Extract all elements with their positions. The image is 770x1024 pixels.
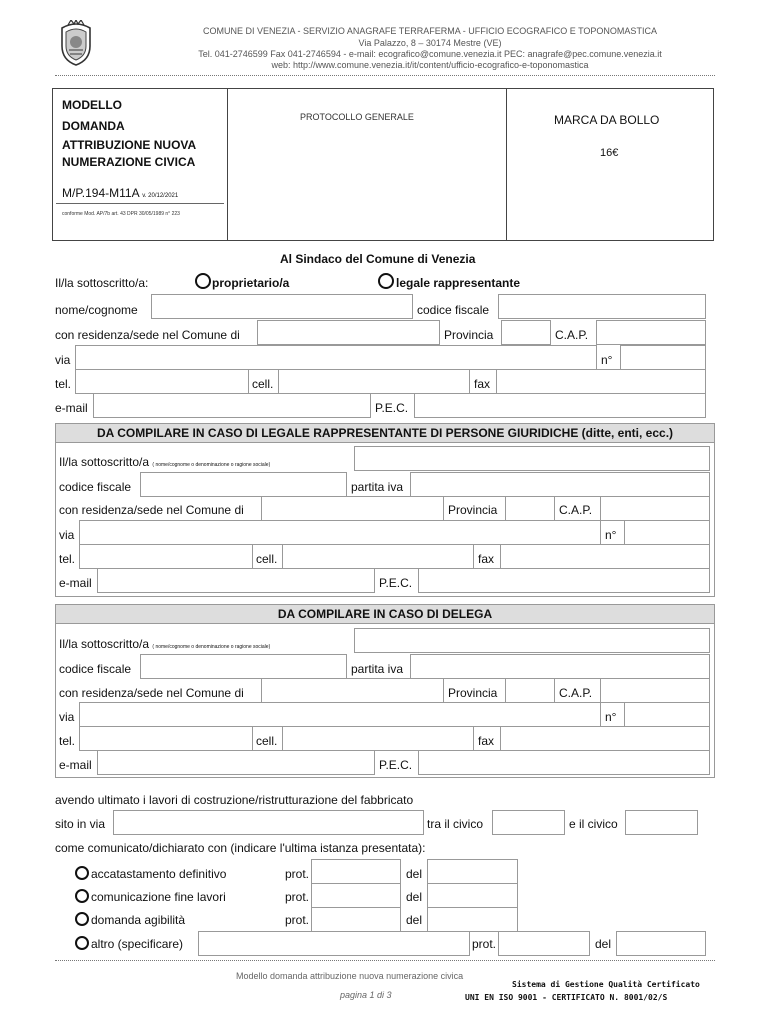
- legale-fax-label: fax: [478, 552, 495, 566]
- altro-label: altro (specificare): [91, 937, 184, 951]
- tel-label: tel.: [55, 377, 72, 391]
- agibilita-del-field[interactable]: [427, 907, 518, 932]
- legale-sottoscritto-label: [59, 455, 270, 472]
- form-code: [62, 186, 178, 203]
- agibilita-prot-label: prot.: [285, 913, 310, 927]
- fine-lavori-label: comunicazione fine lavori: [91, 890, 226, 904]
- legale-codice-fiscale-label: codice fiscale: [59, 480, 132, 494]
- section-legale-title: DA COMPILARE IN CASO DI LEGALE RAPPRESENTANTE DI PERSONE GIURIDICHE (ditte, enti, ecc.): [55, 423, 715, 443]
- codice-fiscale-field[interactable]: [498, 294, 706, 319]
- delega-fax-field[interactable]: [500, 726, 710, 751]
- altro-del-field[interactable]: [616, 931, 706, 956]
- delega-cap-field[interactable]: [600, 678, 710, 703]
- footer-model: Modello domanda attribuzione nuova numerazione civica: [236, 971, 464, 981]
- via-label: via: [55, 353, 71, 367]
- legale-sottoscritto-text: Il/la sottoscritto/a: [59, 455, 150, 469]
- nome-field[interactable]: [151, 294, 413, 319]
- section-delega-title: DA COMPILARE IN CASO DI DELEGA: [55, 604, 715, 624]
- accatastamento-label: accatastamento definitivo: [91, 867, 227, 881]
- tra-civico-label: tra il civico: [427, 817, 484, 831]
- fax-label: fax: [474, 377, 491, 391]
- delega-cap-label: C.A.P.: [559, 686, 593, 700]
- legale-partita-iva-field[interactable]: [410, 472, 710, 497]
- form-code-value: M/P.194-M11A: [62, 186, 139, 200]
- fine-lavori-radio[interactable]: [75, 889, 89, 903]
- legale-email-label: e-mail: [59, 576, 92, 590]
- form-title-line-3: ATTRIBUZIONE NUOVA: [62, 138, 197, 152]
- header-divider: [55, 75, 715, 76]
- agibilita-prot-field[interactable]: [311, 907, 401, 932]
- cap-label: C.A.P.: [555, 328, 589, 342]
- cell-label: cell.: [252, 377, 274, 391]
- form-version: v. 20/12/2021: [142, 193, 179, 199]
- comunicato-text: come comunicato/dichiarato con (indicare l'ultima istanza presentata):: [55, 841, 426, 855]
- delega-via-field[interactable]: [79, 702, 601, 727]
- legale-numero-field[interactable]: [624, 520, 710, 545]
- legale-label: legale rappresentante: [396, 276, 521, 290]
- tel-field[interactable]: [75, 369, 249, 394]
- delega-tel-field[interactable]: [79, 726, 253, 751]
- accatastamento-del-field[interactable]: [427, 859, 518, 884]
- delega-codice-fiscale-field[interactable]: [140, 654, 347, 679]
- legale-sottoscritto-field[interactable]: [354, 446, 710, 471]
- legale-fax-field[interactable]: [500, 544, 710, 569]
- fax-field[interactable]: [496, 369, 706, 394]
- avendo-text: avendo ultimato i lavori di costruzione/ristrutturazione del fabbricato: [55, 793, 414, 807]
- form-info-divider-2: [506, 88, 507, 241]
- provincia-field[interactable]: [501, 320, 551, 345]
- e-civico-label: e il civico: [569, 817, 618, 831]
- email-field[interactable]: [93, 393, 371, 418]
- delega-fax-label: fax: [478, 734, 495, 748]
- residenza-field[interactable]: [257, 320, 440, 345]
- residenza-label: con residenza/sede nel Comune di: [55, 328, 240, 342]
- delega-pec-label: P.E.C.: [379, 758, 413, 772]
- altro-radio[interactable]: [75, 936, 89, 950]
- agibilita-label: domanda agibilità: [91, 913, 186, 927]
- delega-numero-label: n°: [605, 710, 617, 724]
- footer-quality-2: UNI EN ISO 9001 - CERTIFICATO N. 8001/02/S: [465, 993, 668, 1002]
- legale-provincia-label: Provincia: [448, 503, 498, 517]
- legale-via-label: via: [59, 528, 75, 542]
- numero-field[interactable]: [620, 345, 706, 370]
- delega-tel-label: tel.: [59, 734, 76, 748]
- sito-field[interactable]: [113, 810, 424, 835]
- fine-lavori-prot-field[interactable]: [311, 883, 401, 908]
- legale-email-field[interactable]: [97, 568, 375, 593]
- delega-via-label: via: [59, 710, 75, 724]
- delega-numero-field[interactable]: [624, 702, 710, 727]
- legale-radio[interactable]: [378, 273, 394, 289]
- delega-sottoscritto-note: ( nome/cognome o denominazione o ragione sociale): [152, 644, 271, 650]
- form-title-line-4: NUMERAZIONE CIVICA: [62, 155, 196, 169]
- delega-email-label: e-mail: [59, 758, 92, 772]
- legale-cell-field[interactable]: [282, 544, 474, 569]
- marca-bollo-value: 16€: [600, 147, 619, 159]
- via-field[interactable]: [75, 345, 597, 370]
- legale-sottoscritto-note: ( nome/cognome o denominazione o ragione sociale): [152, 462, 271, 468]
- header-line-2: Via Palazzo, 8 – 30174 Mestre (VE): [358, 38, 502, 48]
- form-info-divider-1: [227, 88, 228, 241]
- form-title-line-2: DOMANDA: [62, 119, 125, 133]
- proprietario-radio[interactable]: [195, 273, 211, 289]
- legale-pec-field[interactable]: [418, 568, 710, 593]
- legale-via-field[interactable]: [79, 520, 601, 545]
- header-line-1: COMUNE DI VENEZIA - SERVIZIO ANAGRAFE TERRAFERMA - UFFICIO ECOGRAFICO E TOPONOMASTICA: [203, 26, 657, 36]
- legale-partita-iva-label: partita iva: [351, 480, 404, 494]
- footer-divider: [55, 960, 715, 961]
- cap-field[interactable]: [596, 320, 706, 345]
- delega-pec-field[interactable]: [418, 750, 710, 775]
- provincia-label: Provincia: [444, 328, 494, 342]
- email-label: e-mail: [55, 401, 88, 415]
- nome-label: nome/cognome: [55, 303, 138, 317]
- legale-pec-label: P.E.C.: [379, 576, 413, 590]
- accatastamento-radio[interactable]: [75, 866, 89, 880]
- accatastamento-del-label: del: [406, 867, 423, 881]
- numero-label: n°: [601, 353, 613, 367]
- proprietario-label: proprietario/a: [212, 276, 290, 290]
- accatastamento-prot-field[interactable]: [311, 859, 401, 884]
- pec-label: P.E.C.: [375, 401, 409, 415]
- header-line-3: Tel. 041-2746599 Fax 041-2746594 - e-mail: ecografico@comune.venezia.it PEC: anagrafe@pec.comune.venezia.it: [198, 49, 662, 59]
- fine-lavori-prot-label: prot.: [285, 890, 310, 904]
- marca-bollo-label: MARCA DA BOLLO: [554, 113, 660, 127]
- delega-partita-iva-field[interactable]: [410, 654, 710, 679]
- legale-residenza-label: con residenza/sede nel Comune di: [59, 503, 244, 517]
- delega-sottoscritto-field[interactable]: [354, 628, 710, 653]
- delega-residenza-field[interactable]: [261, 678, 444, 703]
- delega-provincia-label: Provincia: [448, 686, 498, 700]
- legale-tel-field[interactable]: [79, 544, 253, 569]
- comune-venezia-logo: [56, 20, 96, 66]
- altro-prot-label: prot.: [472, 937, 497, 951]
- e-civico-field[interactable]: [625, 810, 698, 835]
- form-conformity: conforme Mod. AP/7b art. 43 DPR 30/05/1989 n° 223: [62, 211, 180, 217]
- legale-codice-fiscale-field[interactable]: [140, 472, 347, 497]
- agibilita-del-label: del: [406, 913, 423, 927]
- delega-partita-iva-label: partita iva: [351, 662, 404, 676]
- legale-cap-field[interactable]: [600, 496, 710, 521]
- altro-del-label: del: [595, 937, 612, 951]
- addressee: Al Sindaco del Comune di Venezia: [280, 252, 476, 266]
- sito-label: sito in via: [55, 817, 106, 831]
- altro-prot-field[interactable]: [498, 931, 590, 956]
- fine-lavori-del-field[interactable]: [427, 883, 518, 908]
- tra-civico-field[interactable]: [492, 810, 565, 835]
- agibilita-radio[interactable]: [75, 912, 89, 926]
- legale-cap-label: C.A.P.: [559, 503, 593, 517]
- delega-sottoscritto-label: [59, 637, 270, 654]
- sottoscritto-label: Il/la sottoscritto/a:: [55, 276, 149, 290]
- header-line-4: web: http://www.comune.venezia.it/it/content/ufficio-ecografico-e-toponomastica: [271, 60, 589, 70]
- delega-residenza-label: con residenza/sede nel Comune di: [59, 686, 244, 700]
- altro-specificare-field[interactable]: [198, 931, 470, 956]
- delega-email-field[interactable]: [97, 750, 375, 775]
- accatastamento-prot-label: prot.: [285, 867, 310, 881]
- pec-field[interactable]: [414, 393, 706, 418]
- legale-numero-label: n°: [605, 528, 617, 542]
- footer-quality-1: Sistema di Gestione Qualità Certificato: [512, 980, 700, 989]
- legale-provincia-field[interactable]: [505, 496, 555, 521]
- protocollo-label: PROTOCOLLO GENERALE: [300, 112, 414, 122]
- delega-sottoscritto-text: Il/la sottoscritto/a: [59, 637, 150, 651]
- footer-page: pagina 1 di 3: [340, 990, 392, 1000]
- legale-residenza-field[interactable]: [261, 496, 444, 521]
- delega-provincia-field[interactable]: [505, 678, 555, 703]
- legale-cell-label: cell.: [256, 552, 278, 566]
- codice-fiscale-label: codice fiscale: [417, 303, 490, 317]
- delega-cell-label: cell.: [256, 734, 278, 748]
- cell-field[interactable]: [278, 369, 470, 394]
- form-code-divider: [56, 203, 224, 204]
- fine-lavori-del-label: del: [406, 890, 423, 904]
- delega-cell-field[interactable]: [282, 726, 474, 751]
- form-title-line-1: MODELLO: [62, 98, 122, 112]
- legale-tel-label: tel.: [59, 552, 76, 566]
- delega-codice-fiscale-label: codice fiscale: [59, 662, 132, 676]
